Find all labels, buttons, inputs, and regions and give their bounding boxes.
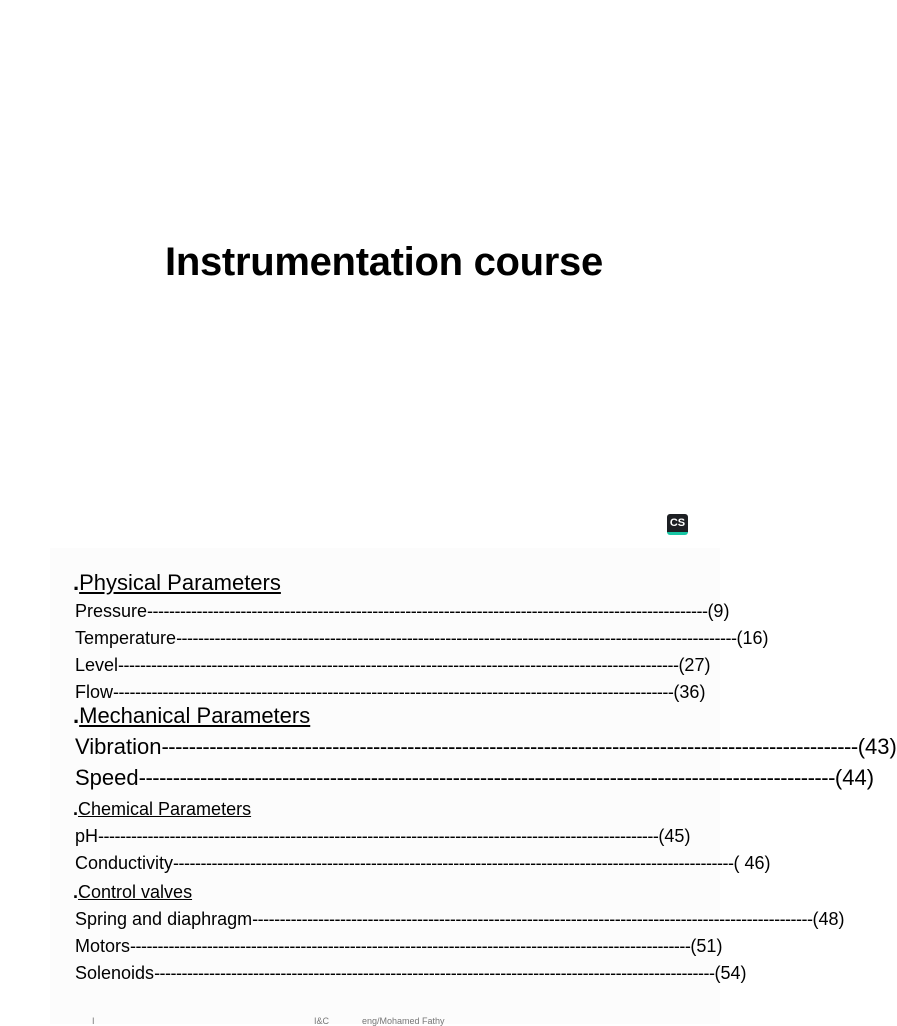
toc-leader: ------------------------------------------------------------------------------------------------------ <box>161 734 858 759</box>
toc-page-number: ( 46) <box>733 853 771 873</box>
camscanner-logo <box>667 514 688 535</box>
toc-entry-label: Conductivity <box>75 853 174 873</box>
footer-center: I&C <box>314 1016 330 1026</box>
toc-page-number: (44) <box>834 765 875 790</box>
toc-section-heading: .Chemical Parameters <box>73 799 252 819</box>
toc-leader: ------------------------------------------------------------------------------------------------------ <box>154 963 715 983</box>
footer-author: eng/Mohamed Fathy <box>362 1016 445 1026</box>
toc-section-heading: .Mechanical Parameters <box>73 703 311 728</box>
toc-entry <box>75 909 845 930</box>
toc-entry <box>75 628 769 649</box>
toc-page-number: (16) <box>736 628 769 648</box>
camscanner-logo-text: CS <box>669 517 686 529</box>
toc-entry-label: Level <box>75 655 119 675</box>
toc-entry <box>75 765 875 791</box>
toc-leader: ------------------------------------------------------------------------------------------------------ <box>176 628 737 648</box>
toc-entry-label: Pressure <box>75 601 148 621</box>
toc-entry-label: Vibration <box>75 734 162 759</box>
toc-leader: ------------------------------------------------------------------------------------------------------ <box>138 765 835 790</box>
toc-page-number: (51) <box>690 936 723 956</box>
toc-leader: ------------------------------------------------------------------------------------------------------ <box>173 853 734 873</box>
toc-section-heading: .Physical Parameters <box>73 570 281 595</box>
toc-leader: ------------------------------------------------------------------------------------------------------ <box>147 601 708 621</box>
toc-entry-label: pH <box>75 826 99 846</box>
toc-leader: ------------------------------------------------------------------------------------------------------ <box>130 936 691 956</box>
toc-entry-label: Speed <box>75 765 139 790</box>
toc-entry <box>75 682 706 703</box>
toc-leader: ------------------------------------------------------------------------------------------------------ <box>98 826 659 846</box>
toc-entry-label: Solenoids <box>75 963 155 983</box>
toc-entry <box>75 853 771 874</box>
toc-entry-label: Temperature <box>75 628 177 648</box>
toc-page-number: (54) <box>714 963 747 983</box>
toc-page-number: (27) <box>678 655 711 675</box>
toc-entry-label: Flow <box>75 682 114 702</box>
toc-page-number: (48) <box>812 909 845 929</box>
toc-page-number: (9) <box>707 601 730 621</box>
toc-leader: ------------------------------------------------------------------------------------------------------ <box>252 909 813 929</box>
toc-entry <box>75 655 711 676</box>
toc-section-heading: .Control valves <box>73 882 193 902</box>
toc-entry-label: Spring and diaphragm <box>75 909 253 929</box>
toc-entry <box>75 601 730 622</box>
toc-leader: ------------------------------------------------------------------------------------------------------ <box>118 655 679 675</box>
toc-leader: ------------------------------------------------------------------------------------------------------ <box>113 682 674 702</box>
toc-page-number: (45) <box>658 826 691 846</box>
toc-page-number: (43) <box>857 734 897 759</box>
toc-page-number: (36) <box>673 682 706 702</box>
toc-entry <box>75 826 691 847</box>
toc-entry <box>75 734 897 760</box>
toc-entry <box>75 963 747 984</box>
page-title: Instrumentation course <box>165 240 603 284</box>
toc-entry <box>75 936 723 957</box>
footer-left: I <box>92 1016 95 1026</box>
toc-entry-label: Motors <box>75 936 131 956</box>
